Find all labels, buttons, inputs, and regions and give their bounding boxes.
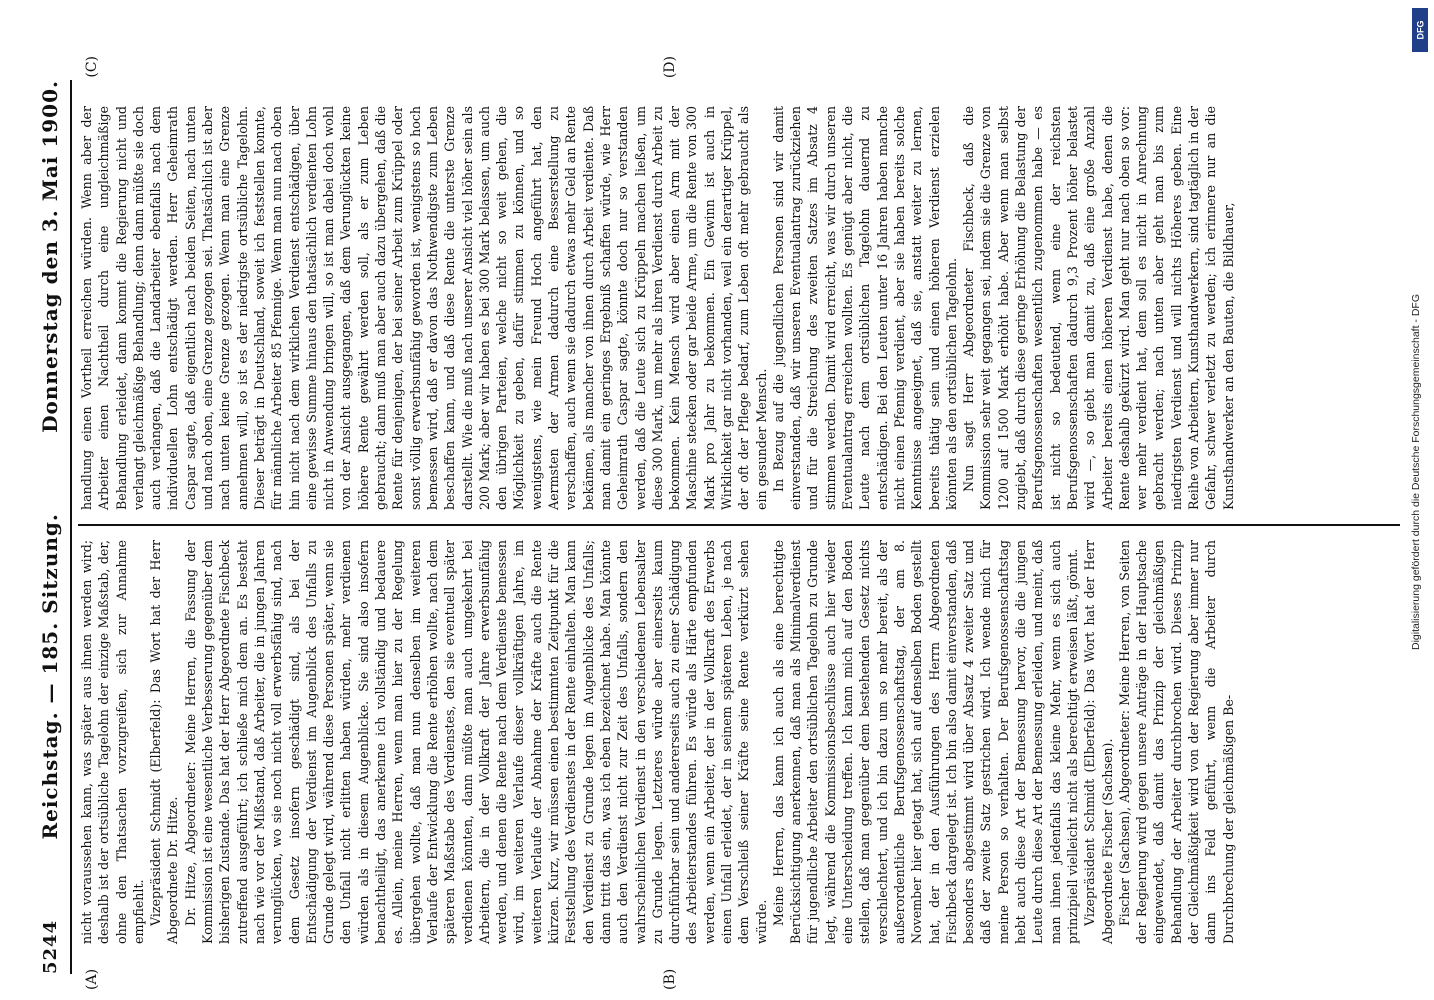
right-column: [78, 92, 1400, 524]
digitization-notice: Digitalisierung gefördert durch die Deutsche Forschungsgemeinschaft - DFG: [1410, 293, 1422, 650]
margin-letter-c: (C): [84, 56, 100, 78]
margin-letter-b: (B): [662, 968, 678, 990]
text-columns: [78, 92, 1400, 958]
paragraph: In Bezug auf die jugendlichen Personen sind wir damit einverstanden, daß wir unseren Eventualantrag zurückziehen und für die Streichung des zweiten Satzes im Absatz 4 stimmen werden. Damit wird erreicht, was wir durch unseren Eventualantrag erreichen wollten. Es genügt aber nicht, die Leute nach dem ortsüblichen Tagelohn dauernd zu entschädigen. Bei den Leuten unter 16 Jahren haben manche nicht einen Pfennig verdient, aber sie haben bereits solche Kenntnisse angeeignet, daß sie, anstatt weiter zu lernen, bereits thätig sein und einen höheren Verdienst erzielen könnten als den ortsüblichen Tagelohn.: [770, 106, 959, 510]
document-page: [22, 52, 1414, 992]
session-title: Reichstag. — 185. Sitzung.: [38, 513, 62, 840]
paragraph: Meine Herren, das kann ich auch als eine berechtigte Berücksichtigung anerkennen, daß man als Minimalverdienst für jugendliche Arbeiter den ortsüblichen Tagelohn zu Grunde legt, während die Kommissionsbeschlüsse auch hier wieder eine Unterscheidung treffen. Ich kann mich auf den Boden stellen, daß man gegenüber dem bestehenden Gesetz nichts verschlechtert, und ich bin dazu um so mehr bereit, als der außerordentliche Berufsgenossenschaftstag, der am 8. November hier getagt hat, sich auf denselben Boden gestellt hat, der in den Ausführungen des Herrn Abgeordneten Fischbeck dargelegt ist. Ich bin also damit einverstanden, daß besonders abgestimmt wird über Absatz 4 zweiter Satz und daß der zweite Satz gestrichen wird. Ich wende mich für meine Person so verhalten. Der Berufsgenossenschaftstag hebt auch diese Art der Bemessung hervor, die die jungen Leute durch diese Art der Bemessung erleiden, und meint, daß man ihnen jedenfalls das kleine Mehr, wenn es sich auch prinzipiell vielleicht nicht als berechtigt erweisen läßt, gönnt.: [770, 540, 1080, 944]
margin-letter-a: (A): [84, 968, 100, 990]
margin-letter-d: (D): [662, 56, 678, 79]
paragraph: Dr. Hitze, Abgeordneter: Meine Herren, die Fassung der Kommission ist eine wesentliche Verbesserung gegenüber dem bisherigen Zustande. Das hat der Herr Abgeordnete Fischbeck zutreffend ausgeführt; ich schließe mich dem an. Es besteht nach wie vor der Mißstand, daß Arbeiter, die in jungen Jahren verunglücken, wo sie noch nicht voll erwerbsfähig sind, nach dem Gesetz insofern geschädigt sind, als bei der Entschädigung der Verdienst im Augenblick des Unfalls zu Grunde gelegt wird, während diese Personen später, wenn sie den Unfall nicht erlitten haben würden, mehr verdienen würden als in diesem Augenblicke. Sie sind also insofern benachtheiligt, das anerkenne ich vollständig und bedauere es. Allein, meine Herren, wenn man hier zu der Regelung übergehen wollte, daß man nun denselben im weiteren Verlaufe der Entwicklung die Rente erhöhen wollte, nach dem späteren Maßstabe des Verdienstes, den sie eventuell später verdienen könnten, dann müßte man auch umgekehrt bei Arbeitern, die in der Vollkraft der Jahre erwerbsunfähig werden, und denen die Rente nach dem Verdienste bemessen wird, im weiteren Verlaufe dieser vollkräftigen Jahre, im weiteren Verlaufe der Abnahme der Kräfte auch die Rente kürzen. Kurz, wir müssen einen bestimmten Zeitpunkt für die Feststellung des Verdienstes in der Rente einhalten. Man kann den Verdienst zu Grunde legen im Augenblicke des Unfalls; dann tritt das ein, was ich eben bezeichnet habe. Man könnte auch den Verdienst nicht zur Zeit des Unfalls, sondern den wahrscheinlichen Verdienst in den verschiedenen Lebensalter zu Grunde legen. Letzteres würde aber einerseits kaum durchführbar sein und andererseits auch zu einer Schädigung des Arbeiterstandes führen. Es würde als Härte empfunden werden, wenn ein Arbeiter, der in der Vollkraft des Erwerbs einen Unfall erleidet, der in seinem späteren Leben, je nach dem Verschleiß seiner Kräfte seine Rente verkürzt sehen würde.: [182, 540, 769, 944]
digitization-sidebar: [1410, 4, 1432, 996]
page-header: [30, 80, 72, 974]
paragraph: Fischer (Sachsen), Abgeordneter: Meine Herren, von Seiten der Regierung wird gegen unsere Anträge in der Hauptsache eingewendet, daß damit das Prinzip der gleichmäßigen Behandlung der Arbeiter durchbrochen wird. Dieses Prinzip der Gleichmäßigkeit wird von der Regierung aber immer nur dann ins Feld geführt, wenn die Arbeiter durch Durchbrechung der gleichmäßigen Be-: [1116, 540, 1236, 944]
paragraph: Vizepräsident Schmidt (Elberfeld): Das Wort hat der Herr Abgeordnete Fischer (Sachsen).: [1082, 540, 1115, 944]
dfg-logo: DFG: [1412, 8, 1428, 52]
paragraph: Vizepräsident Schmidt (Elberfeld): Das Wort hat der Herr Abgeordnete Dr. Hitze.: [148, 540, 181, 944]
paragraph: Nun sagt Herr Abgeordneter Fischbeck, daß die Kommission sehr weit gegangen sei, indem sie die Grenze von 1200 auf 1500 Mark erhöht habe. Aber wenn man selbst zugiebt, daß durch diese geringe Erhöhung die Belastung der Berufsgenossenschaften wesentlich zugenommen habe — es ist nicht so bedeutend, wenn eine der reichsten Berufsgenossenschaften dadurch 9,3 Prozent höher belastet wird —, so giebt man damit zu, daß eine große Anzahl Arbeiter bereits einen höheren Verdienst habe, denen die Rente deshalb gekürzt wird. Man geht nur nach oben so vor: wer mehr verdient hat, dem soll es nicht in Anrechnung gebracht werden; nach unten aber geht man bis zum niedrigsten Verdienst und will nichts Höheres geben. Eine Reihe von Arbeitern, Kunsthandwerkern, sind tagtäglich in der Gefahr, schwer verletzt zu werden; ich erinnere nur an die Kunsthandwerker an den Bauten, die Bildhauer,: [961, 106, 1236, 510]
paragraph: nicht voraussehen kann, was später aus ihnen werden wird; deshalb ist der ortsübliche Tagelohn der einzige Maßstab, der, ohne den Thatsachen vorzugreifen, sich zur Annahme empfiehlt.: [79, 540, 146, 944]
left-column: [78, 524, 1400, 958]
page-number: 5244: [39, 919, 61, 974]
session-date: Donnerstag den 3. Mai 1900.: [38, 80, 62, 433]
paragraph: handlung einen Vortheil erreichen würden. Wenn aber der Arbeiter einen Nachtheil durch eine ungleichmäßige Behandlung erleidet, dann kommt die Regierung nicht und verlangt gleichmäßige Behandlung; denn dann müßte sie doch auch verlangen, daß die Landarbeiter ebenfalls nach dem individuellen Lohn entschädigt werden. Herr Geheimrath Caspar sagte, daß eigentlich nach beiden Seiten, nach unten und nach oben, eine Grenze gezogen sei. Thatsächlich ist aber nach unten keine Grenze gezogen. Wenn man eine Grenze annehmen will, so ist es der niedrigste ortsübliche Tagelohn. Dieser beträgt in Deutschland, soweit ich feststellen konnte, für männliche Arbeiter 85 Pfennige. Wenn man nun nach oben hin nicht nach dem wirklichen Verdienst entschädigen, über eine gewisse Summe hinaus den thatsächlich verdienten Lohn nicht in Anwendung bringen will, so ist man dabei doch wohl von der Ansicht ausgegangen, daß dem Verunglückten keine höhere Rente gewährt werden soll, als er zum Leben gebraucht; dann muß man aber auch dazu übergehen, daß die Rente für denjenigen, der bei seiner Arbeit zum Krüppel oder sonst völlig erwerbsunfähig geworden ist, wenigstens so hoch bemessen wird, daß er davon das Nothwendigste zum Leben beschaffen kann, und daß diese Rente die unterste Grenze darstellt. Wie die muß nach unserer Ansicht viel höher sein als 200 Mark; aber wir haben es bei 300 Mark belassen, um auch den übrigen Parteien, welche nicht so weit gehen, die Möglichkeit zu geben, dafür stimmen zu können, und so wenigstens, wie mein Freund Hoch angeführt hat, den Aermsten der Armen dadurch eine Besserstellung zu verschaffen, auch wenn sie dadurch etwas mehr Geld an Rente bekämen, als mancher von ihnen durch Arbeit verdiente. Daß man damit ein geringes Ergebniß schaffen würde, wie Herr Geheimrath Caspar sagte, könnte doch nur so verstanden werden, daß die Leute sich zu Krüppeln machen ließen, um diese 300 Mark, um mehr als ihren Verdienst durch Arbeit zu bekommen. Kein Mensch wird aber einen Arm mit der Maschine stecken oder gar beide Arme, um die Rente von 300 Mark pro Jahr zu bekommen. Ein Gewinn ist auch in Wirklichkeit gar nicht vorhanden, weil ein derartiger Krüppel, der oft der Pflege bedarf, zum Leben oft mehr gebraucht als ein gesunder Mensch.: [79, 106, 769, 510]
